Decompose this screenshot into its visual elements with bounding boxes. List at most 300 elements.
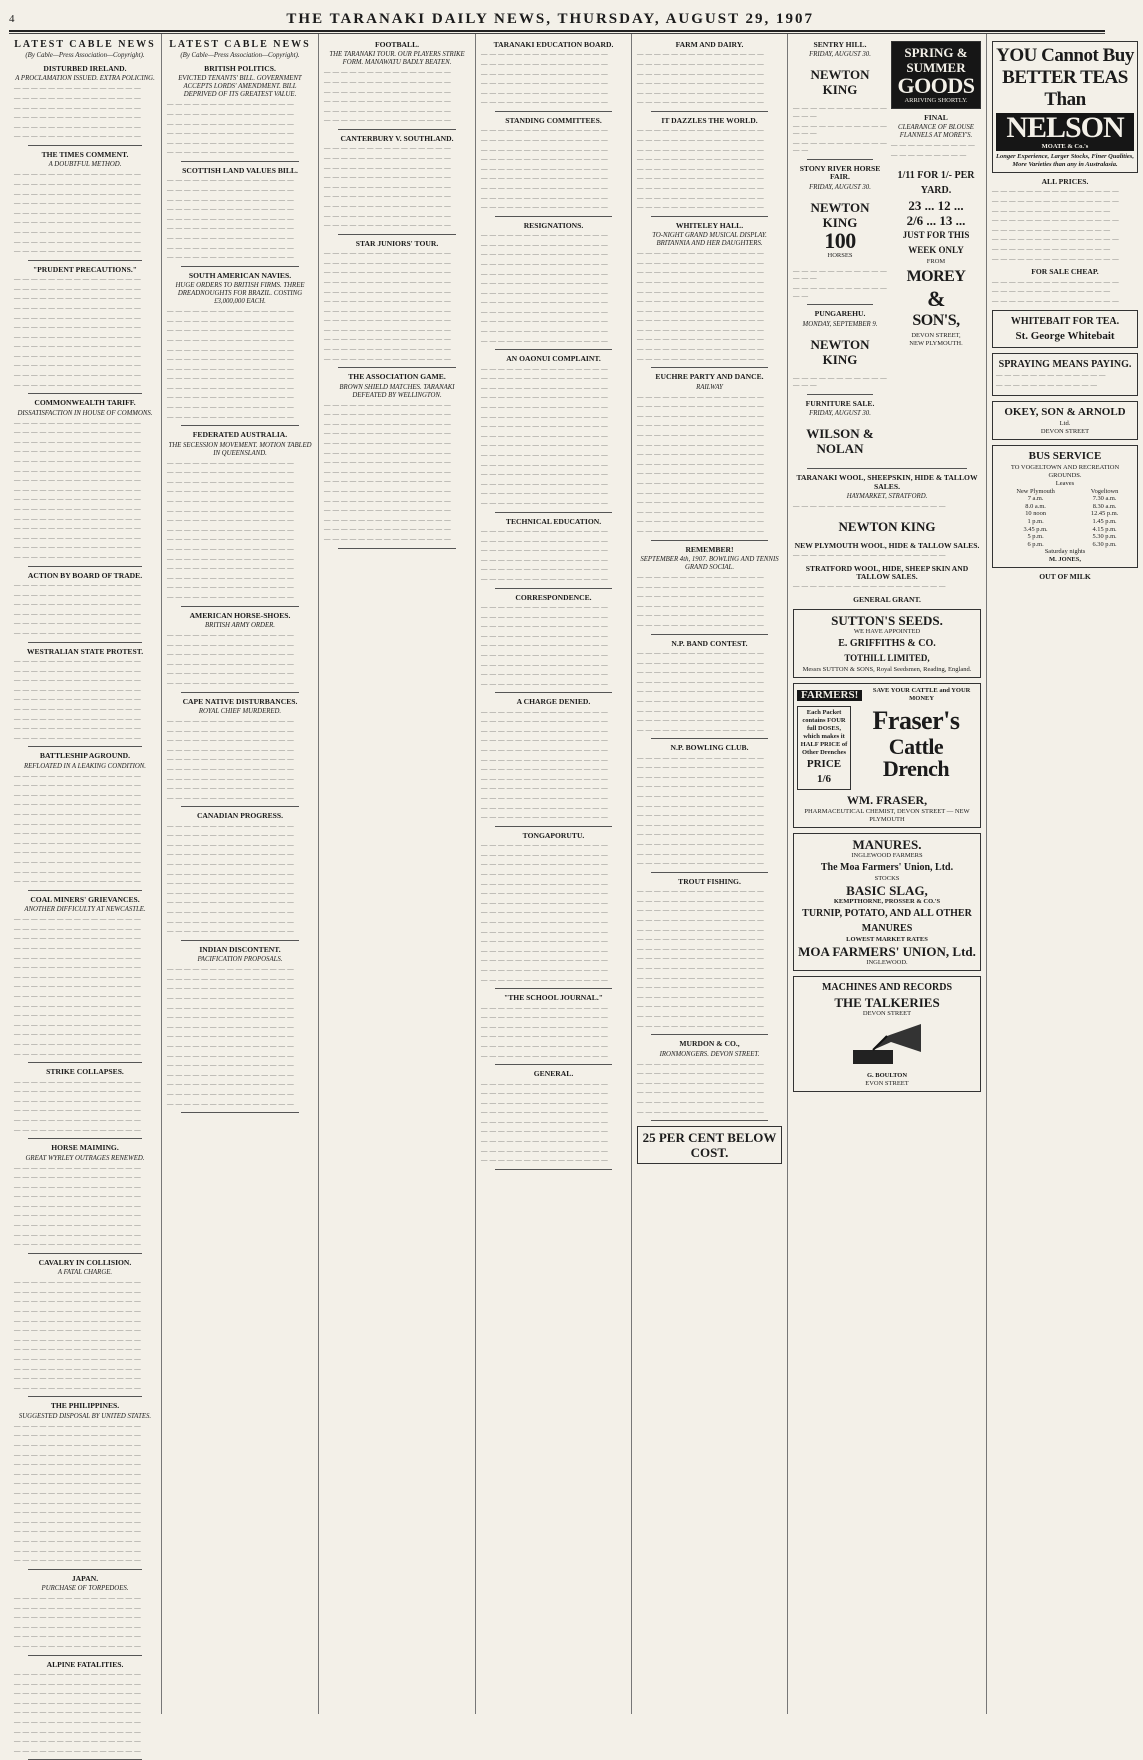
- article-body-line: — — — — — — — — — — — — — — —: [637, 917, 764, 924]
- article-body-line: — — — — — — — — — — — — — — —: [14, 1489, 141, 1497]
- article-body-line: — — — — — — — — — — — — — — —: [167, 1042, 294, 1050]
- section-header: LATEST CABLE NEWS: [14, 39, 156, 50]
- article-body-line: — — — — — — — — — — — — — — —: [14, 686, 141, 694]
- okey-son-arnold-ad: OKEY, SON & ARNOLD Ltd. DEVON STREET: [992, 401, 1138, 440]
- article-body-line: — — — — — — — — — — — — — — —: [14, 791, 141, 799]
- article-body-line: — — — — — — — — — — — — — — —: [14, 1747, 141, 1755]
- article-body-line: — — — — — — — — — — — — — — —: [637, 974, 764, 982]
- article-body-line: — — — — — — — — — — — — — — —: [481, 423, 608, 431]
- article-body-line: — — — — — — — — — — — — — — —: [481, 861, 608, 869]
- article-body-line: — — — — — — — — — — — — — — —: [481, 1147, 608, 1155]
- article-body-line: — — — — — — — — — — — — — — —: [14, 935, 141, 943]
- article-body-line: — — — — — — — — — — — — — — —: [14, 190, 141, 198]
- article-body-line: — — — — — — — — — — — — — — —: [167, 1052, 294, 1060]
- article-body-line: — — — — — — — — — — — — — — —: [167, 746, 294, 754]
- article-body-line: — — — — — — — — — — — — — — —: [637, 393, 764, 401]
- article-body-line: — — — — — — — — — — — — — — —: [324, 88, 451, 96]
- article-headline: TROUT FISHING.: [678, 876, 741, 886]
- article-body-line: — — — — — — — — — — — — — — —: [481, 471, 608, 479]
- article-subhead: PURCHASE OF TORPEDOES.: [41, 1585, 129, 1593]
- article-body-line: — — — — — — — — — — — — — — —: [14, 438, 141, 446]
- article-body-line: — — — — — — — — — — — — — — —: [167, 254, 294, 262]
- article-body-line: — — — — — — — — — — — — — — —: [14, 1422, 141, 1430]
- article-body-line: — — — — — — — — — — — — — — —: [14, 1384, 141, 1392]
- article-body-line: — — — — — — — — — — — — — — —: [167, 356, 294, 364]
- article-body-line: — — — — — — — — — — — — — — —: [167, 327, 294, 335]
- article-body-line: — — — — — — — — — — — — — — —: [637, 269, 764, 277]
- bus-time: 6 p.m.: [1027, 540, 1044, 548]
- article-body-line: — — — — — — — — — — — — — — —: [167, 478, 294, 486]
- article-body-line: — — — — — — — — — — — — — — —: [14, 620, 141, 628]
- article-body-line: — — — — — — — — — — — — — — —: [324, 336, 451, 344]
- article-body-line: — — — — — — — — — — — — — — —: [481, 232, 608, 240]
- article-body-line: — — — — — — — — — — — — — — —: [14, 1164, 141, 1172]
- price-line: 23 ... 12 ...: [908, 197, 964, 213]
- article-headline: MURDON & CO.,: [679, 1039, 740, 1049]
- article-body-line: — — — — — — — — — — — — — — —: [14, 219, 141, 227]
- article-body-line: — — — — — — — — — — — — — — —: [481, 651, 608, 659]
- article-body-line: — — — — — — — — — — — — — — —: [14, 734, 141, 742]
- article-body-line: — — — — — — — — — — — — — — —: [637, 412, 764, 420]
- column-teas-ads: YOU Cannot Buy BETTER TEAS Than NELSON MOATE & Co.'s Longer Experience, Larger Stocks, Finer Qualities, More Varieties than any in Australasia. ALL PRICES. — — — — — — — — — — — — — — — — — — — — — — — — — — — — — — — — — — — — — — — — — — — — — — — — — — — — — — — — — — — — — — — — — — — — — — — — — — — — — — — — — — — — — — — — — — — — — — — — — — — — — — — — — — — — — — — — — — — — — FOR SALE CHEAP. — — — — — — — — — — — — — — — — — — — — — — — — — — — — — — — — — — — — — — — — — — — — WHITEBAIT FOR TEA. St. George Whitebait SPRAYING MEANS PAYING. — — — — — — — — — — — — — — — — — — — — — — — — — OKEY, SON & ARNOLD Ltd. DEVON STREET BUS SERVICE TO VOGELTOWN AND RECREATION GROUNDS. Leaves New Plymouth Vogeltown 7 a.m. 7.30 a.m. 8.0 a.m. 8.30 a.m. 10 noon 12.45 p.m. 1 p.m. 1.45 p.m. 3.45 p.m. 4.15 p.m. 5 p.m. 5.30 p.m. 6 p.m. 6.30 p.m. Saturday nights M. JONES, OUT OF MILK: [987, 34, 1143, 1714]
- article-body-line: — — — — — — — — — — — — — — —: [637, 1079, 764, 1087]
- article-body-line: — — — — — — — — — — — — — — —: [167, 975, 294, 983]
- article-body-line: — — — — — — — — — — — — — — —: [324, 107, 451, 115]
- article-body-line: — — — — — — — — — — — — — — —: [324, 212, 451, 220]
- article-headline: N.P. BOWLING CLUB.: [670, 743, 749, 753]
- article-body-line: — — — — — — — — — — — — — — —: [14, 1499, 141, 1507]
- bus-time: 7.30 a.m.: [1092, 495, 1117, 503]
- article-body-line: — — — — — — — — — — — — — — —: [14, 868, 141, 876]
- article-body-line: — — — — — — — — — — — — — — —: [481, 404, 608, 412]
- article-body-line: — — — — — — — — — — — — — — —: [167, 336, 294, 344]
- article-body-line: — — — — — — — — — — — — — — —: [481, 747, 608, 755]
- article-body-line: — — — — — — — — — — — — — — —: [14, 1480, 141, 1488]
- article-subhead: DISSATISFACTION IN HOUSE OF COMMONS.: [17, 409, 153, 417]
- from-label: FROM: [926, 257, 946, 265]
- article-body-line: — — — — — — — — — — — — — — —: [637, 489, 764, 497]
- article-body-line: — — — — — — — — — — — — — — —: [481, 260, 608, 268]
- article-body-line: — — — — — — — — — — — — — — —: [637, 888, 764, 896]
- stony-river-auctioneer: NEWTON KING: [810, 199, 870, 230]
- morey-amp: &: [927, 285, 945, 311]
- article-body-line: — — — — — — — — — — — — — — —: [637, 80, 764, 88]
- article-body-line: — — — — — — — — — — — — — — —: [481, 775, 608, 783]
- article-body-line: — — — — — — — — — — — — — — —: [14, 333, 141, 341]
- wool-sales-heading: NEW PLYMOUTH WOOL, HIDE & TALLOW SALES.: [794, 540, 980, 550]
- article-body-line: — — — — — — — — — — — — — — —: [637, 259, 764, 267]
- article-headline: THE TIMES COMMENT.: [41, 149, 129, 159]
- article-body-line: — — — — — — — — — — — — — — —: [14, 811, 141, 819]
- article-body-line: — — — — — — — — — — — — — — —: [14, 591, 141, 599]
- article-body-line: — — — — — — — — — — — — — — —: [637, 527, 764, 535]
- article-body-line: — — — — — — — — — — — — — — —: [14, 467, 141, 475]
- article-body-line: — — — — — — — — — — — — — — —: [167, 308, 294, 316]
- article-body-line: — — — — — — — — — — — — — — —: [481, 375, 608, 383]
- article-body-line: — — — — — — — — — — — — — — —: [481, 480, 608, 488]
- article-body-line: — — — — — — — — — — — — — — —: [14, 1116, 141, 1124]
- article-body-line: — — — — — — — — — — — — — — —: [167, 737, 294, 745]
- trout-price-ad: 25 PER CENT BELOW COST.: [637, 1126, 782, 1164]
- article-body-line: — — — — — — — — — — — — — — —: [167, 717, 294, 725]
- article-body-line: — — — — — — — — — — — — — — —: [14, 295, 141, 303]
- article-body-line: — — — — — — — — — — — — — — —: [167, 526, 294, 534]
- article-body-line: — — — — — — — — — — — — — — —: [14, 228, 141, 236]
- article-body-line: — — — — — — — — — — — — — — —: [637, 288, 764, 296]
- bus-time-row: [996, 533, 1134, 541]
- article-body-line: — — — — — — — — — — — — — — —: [637, 812, 764, 820]
- article-body-line: — — — — — — — — — — — — — — —: [14, 324, 141, 332]
- article-headline: TONGAPORUTU.: [522, 830, 585, 840]
- byline: (By Cable—Press Association—Copyright).: [180, 52, 300, 59]
- article-body-line: — — — — — — — — — — — — — — —: [481, 156, 608, 164]
- newspaper-page: [9, 8, 1134, 1755]
- article-body-line: — — — — — — — — — — — — — — —: [324, 535, 451, 543]
- article-body-line: — — — — — — — — — — — — — — —: [167, 1014, 294, 1022]
- article-subhead: BROWN SHIELD MATCHES. TARANAKI DEFEATED BY WELLINGTON.: [339, 383, 455, 399]
- article-body-line: — — — — — — — — — — — — — — —: [14, 1222, 141, 1230]
- article-body-line: — — — — — — — — — — — — — — —: [14, 772, 141, 780]
- article-body-line: — — — — — — — — — — — — — — —: [14, 1690, 141, 1698]
- article-headline: TARANAKI EDUCATION BOARD.: [493, 40, 614, 49]
- bus-time: 8.0 a.m.: [1025, 502, 1046, 510]
- article-body-line: — — — — — — — — — — — — — — —: [324, 317, 451, 325]
- nelson-moate-tea-ad: YOU Cannot Buy BETTER TEAS Than NELSON MOATE & Co.'s Longer Experience, Larger Stocks, Finer Qualities, More Varieties than any in Australasia.: [992, 41, 1138, 173]
- article-body-line: — — — — — — — — — — — — — — —: [637, 184, 764, 192]
- article-body-line: — — — — — — — — — — — — — — —: [167, 756, 294, 764]
- article-body-line: — — — — — — — — — — — — — — —: [324, 164, 451, 172]
- article-body-line: — — — — — — — — — — — — — — —: [167, 384, 294, 392]
- article-body-line: — — — — — — — — — — — — — — —: [14, 916, 141, 924]
- article-body-line: — — — — — — — — — — — — — — —: [167, 149, 294, 157]
- article-headline: REMEMBER!: [685, 544, 734, 554]
- article-body-line: — — — — — — — — — — — — — — —: [324, 250, 451, 258]
- article-body-line: — — — — — — — — — — — — — — —: [167, 404, 294, 412]
- article-subhead: HUGE ORDERS TO BRITISH FIRMS. THREE DREADNOUGHTS FOR BRAZIL. COSTING £3,000,000 EACH.: [175, 282, 305, 306]
- article-body-line: — — — — — — — — — — — — — — —: [14, 964, 141, 972]
- whitebait-ad: WHITEBAIT FOR TEA. St. George Whitebait: [992, 310, 1138, 348]
- article-body-line: — — — — — — — — — — — — — — —: [637, 659, 764, 667]
- article-body-line: — — — — — — — — — — — — — — —: [481, 241, 608, 249]
- article-body-line: — — — — — — — — — — — — — — —: [481, 61, 608, 68]
- article-body-line: — — — — — — — — — — — — — — —: [637, 945, 764, 953]
- article-headline: IT DAZZLES THE WORLD.: [661, 115, 758, 125]
- article-body-line: — — — — — — — — — — — — — — —: [14, 839, 141, 847]
- article-body-line: — — — — — — — — — — — — — — —: [637, 518, 764, 526]
- article-body-line: — — — — — — — — — — — — — — —: [637, 61, 764, 68]
- article-body-line: — — — — — — — — — — — — — — —: [481, 547, 608, 555]
- article-headline: WHITELEY HALL.: [675, 220, 744, 230]
- article-body-line: — — — — — — — — — — — — — — —: [14, 715, 141, 723]
- article-body-line: — — — — — — — — — — — — — — —: [481, 556, 608, 564]
- article-body-line: — — — — — — — — — — — — — — —: [637, 621, 764, 629]
- article-body-line: — — — — — — — — — — — — — — —: [481, 566, 608, 574]
- article-body-line: — — — — — — — — — — — — — — —: [637, 317, 764, 325]
- article-body-line: — — — — — — — — — — — — — — —: [481, 766, 608, 774]
- article-body-line: — — — — — — — — — — — — — — —: [481, 251, 608, 259]
- article-body-line: — — — — — — — — — — — — — — —: [14, 1623, 141, 1631]
- article-body-line: — — — — — — — — — — — — — — —: [167, 546, 294, 553]
- bus-time: 8.30 a.m.: [1092, 502, 1117, 510]
- article-body-line: — — — — — — — — — — — — — — —: [14, 1375, 141, 1383]
- article-body-line: — — — — — — — — — — — — — — —: [14, 983, 141, 991]
- article-body-line: — — — — — — — — — — — — — — —: [481, 623, 608, 631]
- manures-ad: MANURES. INGLEWOOD FARMERS The Moa Farmers' Union, Ltd. STOCKS BASIC SLAG, KEMPTHORNE, PROSSER & CO.'S TURNIP, POTATO, AND ALL OTHER MANURES LOWEST MARKET RATES MOA FARMERS' UNION, Ltd. INGLEWOOD.: [793, 833, 981, 971]
- general-grant-heading: GENERAL GRANT.: [853, 594, 921, 604]
- article-body-line: — — — — — — — — — — — — — — —: [481, 337, 608, 345]
- article-body-line: — — — — — — — — — — — — — — —: [637, 1060, 764, 1068]
- article-body-line: — — — — — — — — — — — — — — —: [481, 80, 608, 88]
- article-body-line: — — — — — — — — — — — — — — —: [14, 677, 141, 685]
- article-body-line: — — — — — — — — — — — — — — —: [481, 432, 608, 440]
- article-body-line: — — — — — — — — — — — — — — —: [324, 478, 451, 486]
- article-body-line: — — — — — — — — — — — — — — —: [481, 1004, 608, 1012]
- article-body-line: — — — — — — — — — — — — — — —: [167, 985, 294, 993]
- article-subhead: EVICTED TENANTS' BILL. GOVERNMENT ACCEPTS LORDS' AMENDMENT. BILL DEPRIVED OF ITS GREATEST VALUE.: [178, 75, 302, 99]
- article-body-line: — — — — — — — — — — — — — — —: [481, 603, 608, 611]
- article-body-line: — — — — — — — — — — — — — — —: [167, 1081, 294, 1089]
- article-body-line: — — — — — — — — — — — — — — —: [167, 101, 294, 109]
- article-body-line: — — — — — — — — — — — — — — —: [167, 488, 294, 496]
- article-body-line: — — — — — — — — — — — — — — —: [481, 328, 608, 336]
- article-body-line: — — — — — — — — — — — — — — —: [637, 278, 764, 286]
- article-body-line: — — — — — — — — — — — — — — —: [637, 649, 764, 657]
- article-headline: INDIAN DISCONTENT.: [199, 944, 281, 954]
- article-body-line: — — — — — — — — — — — — — — —: [481, 537, 608, 545]
- article-body-line: — — — — — — — — — — — — — — —: [167, 394, 294, 402]
- article-body-line: — — — — — — — — — — — — — — —: [167, 1100, 294, 1108]
- article-body-line: — — — — — — — — — — — — — — —: [167, 832, 294, 840]
- article-body-line: — — — — — — — — — — — — — — —: [481, 99, 608, 107]
- article-body-line: — — — — — — — — — — — — — — —: [14, 525, 141, 533]
- article-body-line: — — — — — — — — — — — — — — —: [637, 1098, 764, 1106]
- article-headline: CAPE NATIVE DISTURBANCES.: [182, 696, 298, 706]
- article-body-line: — — — — — — — — — — — — — — —: [324, 497, 451, 505]
- article-body-line: — — — — — — — — — — — — — — —: [324, 430, 451, 438]
- article-headline: BRITISH POLITICS.: [204, 64, 276, 73]
- article-body-line: — — — — — — — — — — — — — — —: [14, 859, 141, 867]
- article-body-line: — — — — — — — — — — — — — — —: [637, 136, 764, 144]
- article-body-line: — — — — — — — — — — — — — — —: [637, 99, 764, 107]
- article-body-line: — — — — — — — — — — — — — — —: [324, 411, 451, 419]
- article-body-line: — — — — — — — — — — — — — — —: [14, 515, 141, 523]
- article-body-line: — — — — — — — — — — — — — — —: [14, 1528, 141, 1536]
- article-headline: CORRESPONDENCE.: [515, 592, 592, 602]
- bus-time: 5.30 p.m.: [1092, 533, 1117, 541]
- article-body-line: — — — — — — — — — — — — — — —: [14, 925, 141, 933]
- bus-time-row: [996, 541, 1134, 549]
- masthead: [9, 8, 1105, 32]
- article-body-line: — — — — — — — — — — — — — — —: [14, 1451, 141, 1459]
- article-body-line: — — — — — — — — — — — — — — —: [14, 314, 141, 322]
- article-body-line: — — — — — — — — — — — — — — —: [637, 602, 764, 610]
- gramophone-icon: [847, 1022, 927, 1068]
- article-body-line: — — — — — — — — — — — — — — —: [14, 801, 141, 809]
- article-body-line: — — — — — — — — — — — — — — —: [14, 657, 141, 665]
- article-body-line: — — — — — — — — — — — — — — —: [481, 1042, 608, 1050]
- column-education-board: [476, 34, 632, 1714]
- article-body-line: — — — — — — — — — — — — — — —: [14, 1231, 141, 1239]
- morey-sons: SON'S,: [912, 311, 960, 329]
- article-body-line: — — — — — — — — — — — — — — —: [14, 973, 141, 981]
- article-body-line: — — — — — — — — — — — — — — —: [481, 1033, 608, 1041]
- article-headline: FEDERATED AUSTRALIA.: [192, 430, 288, 440]
- column-farm-dairy: [632, 34, 788, 1714]
- article-body-line: — — — — — — — — — — — — — — —: [637, 802, 764, 810]
- article-body-line: — — — — — — — — — — — — — — —: [637, 764, 764, 772]
- article-body-line: — — — — — — — — — — — — — — —: [481, 452, 608, 459]
- article-body-line: — — — — — — — — — — — — — — —: [637, 346, 764, 354]
- article-body-line: — — — — — — — — — — — — — — —: [324, 79, 451, 86]
- article-body-line: — — — — — — — — — — — — — — —: [167, 234, 294, 242]
- article-headline: JAPAN.: [71, 1573, 99, 1583]
- article-body-line: — — — — — — — — — — — — — — —: [481, 461, 608, 469]
- article-body-line: — — — — — — — — — — — — — — —: [14, 1288, 141, 1296]
- article-body-line: — — — — — — — — — — — — — — —: [14, 1126, 141, 1134]
- article-headline: CANTERBURY V. SOUTHLAND.: [340, 133, 454, 143]
- article-body-line: — — — — — — — — — — — — — — —: [14, 114, 141, 122]
- article-body-line: — — — — — — — — — — — — — — —: [14, 696, 141, 704]
- article-body-line: — — — — — — — — — — — — — — —: [14, 276, 141, 284]
- article-body-line: — — — — — — — — — — — — — — —: [324, 202, 451, 210]
- article-body-line: — — — — — — — — — — — — — — —: [481, 947, 608, 955]
- article-headline: THE PHILIPPINES.: [50, 1401, 120, 1411]
- article-body-line: — — — — — — — — — — — — — — —: [637, 821, 764, 829]
- morey-name: MOREY: [906, 267, 966, 285]
- article-body-line: — — — — — — — — — — — — — — —: [167, 966, 294, 974]
- article-body-line: — — — — — — — — — — — — — — —: [14, 1346, 141, 1354]
- article-body-line: — — — — — — — — — — — — — — —: [167, 130, 294, 138]
- article-subhead: ANOTHER DIFFICULTY AT NEWCASTLE.: [24, 906, 146, 914]
- article-body-line: — — — — — — — — — — — — — — —: [167, 507, 294, 515]
- article-body-line: — — — — — — — — — — — — — — —: [324, 154, 451, 162]
- article-body-line: — — — — — — — — — — — — — — —: [167, 555, 294, 563]
- article-body-line: — — — — — — — — — — — — — — —: [481, 795, 608, 803]
- article-body-line: — — — — — — — — — — — — — — —: [481, 365, 608, 373]
- article-body-line: — — — — — — — — — — — — — — —: [14, 1012, 141, 1020]
- article-body-line: — — — — — — — — — — — — — — —: [324, 259, 451, 267]
- article-body-line: — — — — — — — — — — — — — — —: [637, 470, 764, 478]
- article-body-line: — — — — — — — — — — — — — — —: [637, 984, 764, 992]
- article-body-line: — — — — — — — — — — — — — — —: [481, 413, 608, 421]
- article-headline: WESTRALIAN STATE PROTEST.: [26, 646, 144, 656]
- article-body-line: — — — — — — — — — — — — — — —: [637, 1089, 764, 1097]
- article-body-line: — — — — — — — — — — — — — — —: [14, 1614, 141, 1622]
- article-body-line: — — — — — — — — — — — — — — —: [14, 725, 141, 733]
- article-body-line: — — — — — — — — — — — — — — —: [167, 794, 294, 802]
- article-body-line: — — — — — — — — — — — — — — —: [14, 992, 141, 1000]
- article-body-line: — — — — — — — — — — — — — — —: [167, 1023, 294, 1031]
- article-body-line: — — — — — — — — — — — — — — —: [637, 688, 764, 696]
- article-body-line: — — — — — — — — — — — — — — —: [167, 660, 294, 668]
- article-body-line: — — — — — — — — — — — — — — —: [14, 1202, 141, 1210]
- article-body-line: — — — — — — — — — — — — — — —: [14, 878, 141, 886]
- article-body-line: — — — — — — — — — — — — — — —: [167, 1033, 294, 1041]
- talkeries-ad: MACHINES AND RECORDS THE TALKERIES DEVON STREET G. BOULTON EVON STREET: [793, 976, 981, 1092]
- article-body-line: — — — — — — — — — — — — — — —: [167, 1004, 294, 1012]
- article-body-line: — — — — — — — — — — — — — — —: [481, 442, 608, 450]
- article-body-line: — — — — — — — — — — — — — — —: [481, 842, 608, 850]
- bus-time: 1 p.m.: [1027, 517, 1044, 525]
- article-body-line: — — — — — — — — — — — — — — —: [14, 372, 141, 380]
- article-body-line: — — — — — — — — — — — — — — —: [14, 1518, 141, 1526]
- morey-street: DEVON STREET,: [911, 331, 961, 339]
- article-headline: DISTURBED IRELAND.: [43, 64, 127, 73]
- article-body-line: — — — — — — — — — — — — — — —: [481, 899, 608, 907]
- article-body-line: — — — — — — — — — — — — — — —: [481, 871, 608, 878]
- article-body-line: — — — — — — — — — — — — — — —: [481, 1023, 608, 1031]
- article-body-line: — — — — — — — — — — — — — — —: [14, 429, 141, 437]
- article-body-line: — — — — — — — — — — — — — — —: [324, 468, 451, 476]
- article-body-line: — — — — — — — — — — — — — — —: [637, 51, 764, 59]
- article-body-line: — — — — — — — — — — — — — — —: [637, 841, 764, 849]
- article-body-line: — — — — — — — — — — — — — — —: [14, 1193, 141, 1201]
- article-body-line: — — — — — — — — — — — — — — —: [637, 773, 764, 781]
- article-body-line: — — — — — — — — — — — — — — —: [481, 204, 608, 212]
- column-advertisements: SENTRY HILL. FRIDAY, AUGUST 30. NEWTON KING — — — — — — — — — — — — — — — — — — — — — — — — — — — — — — — — — — — — — — — — — STONY RIVER HORSE FAIR. FRIDAY, AUGUST 30. NEWTON KING 100 HORSES — — — — — — — — — — — — — — — — — — — — — — — — — — — PUNGAREHU. MONDAY, SEPTEMBER 9. NEWTON KING — — — — — — — — — — — — — — FURNITURE SALE. FRIDAY, AUGUST 30. WILSON & NOLAN SPRING & SUMMER GOODS ARRIVING SHORTLY. FINAL CLEARANCE OF BLOUSE FLANNELS AT MOREY'S. — — — — — — — — — — — — — — — — — — — 1/11 FOR 1/- PER YARD. 23 ... 12 ... 2/6 ... 13 ... JUST FOR THIS WEEK ONLY FROM MOREY & SON'S, DEVON STREET, NEW PLYMOUTH. TARANAKI WOOL, SHEEPSKIN, HIDE & TALLOW SALES. HAYMARKET, STRATFORD. — — — — — — — — — — — — — — — — — — NEWTON KING NEW PLYMOUTH WOOL, HIDE & TALLOW SALES. — — — — — — — — — — — — — — — — — — STRATFORD WOOL, HIDE, SHEEP SKIN AND TALLOW SALES. — — — — — — — — — — — — — — — — — — GENERAL GRANT. SUTTON'S SEEDS. WE HAVE APPOINTED E. GRIFFITHS & CO. TOTHILL LIMITED, Messrs SUTTON & SONS, Royal Seedsmen, Reading, England. FARMERS! SAVE YOUR CATTLE and YOUR MONEY Each Packet contains FOUR full DOSES, which makes it HALF PRICE of Other Drenches PRICE 1/6 Fraser's Cattle Drench WM. FRASER, PHARMACEUTICAL CHEMIST, DEVON STREET — NEW PLYMOUTH MANURES. INGLEWOOD FARMERS The Moa Farmers' Union, Ltd. STOCKS BASIC SLAG, KEMPTHORNE, PROSSER & CO.'S TURNIP, POTATO, AND ALL OTHER MANURES LOWEST MARKET RATES MOA FARMERS' UNION, Ltd. INGLEWOOD. MACHINES AND RECORDS THE TALKERIES DEVON STREET G. BOULTON EVON STREET: [788, 34, 987, 1714]
- article-body-line: — — — — — — — — — — — — — — —: [481, 527, 608, 535]
- article-body-line: — — — — — — — — — — — — — — —: [167, 196, 294, 204]
- article-body-line: — — — — — — — — — — — — — — —: [637, 204, 764, 212]
- article-body-line: — — — — — — — — — — — — — — —: [14, 544, 141, 552]
- bus-time-row: [996, 503, 1134, 511]
- bus-time: 1.45 p.m.: [1092, 517, 1117, 525]
- article-headline: SCOTTISH LAND VALUES BILL.: [182, 165, 298, 175]
- article-body-line: — — — — — — — — — — — — — — —: [481, 680, 608, 688]
- article-body-line: — — — — — — — — — — — — — — —: [167, 459, 294, 467]
- article-body-line: — — — — — — — — — — — — — — —: [14, 534, 141, 542]
- article-body-line: — — — — — — — — — — — — — — —: [14, 1709, 141, 1717]
- article-body-line: — — — — — — — — — — — — — — —: [481, 880, 608, 888]
- article-body-line: — — — — — — — — — — — — — — —: [14, 133, 141, 141]
- article-body-line: — — — — — — — — — — — — — — —: [324, 117, 451, 125]
- article-body-line: — — — — — — — — — — — — — — —: [637, 422, 764, 430]
- article-body-line: — — — — — — — — — — — — — — —: [14, 1183, 141, 1191]
- horse-label: HORSES: [827, 251, 853, 259]
- article-body-line: — — — — — — — — — — — — — — —: [637, 936, 764, 944]
- article-body-line: — — — — — — — — — — — — — — —: [637, 793, 764, 801]
- article-body-line: — — — — — — — — — — — — — — —: [637, 250, 764, 258]
- article-body-line: — — — — — — — — — — — — — — —: [637, 307, 764, 315]
- article-body-line: — — — — — — — — — — — — — — —: [14, 1097, 141, 1105]
- sheepskin-sales-heading: TARANAKI WOOL, SHEEPSKIN, HIDE & TALLOW SALES.: [796, 473, 978, 491]
- article-body-line: — — — — — — — — — — — — — — —: [637, 165, 764, 173]
- furniture-sale-heading: FURNITURE SALE.: [805, 398, 875, 408]
- spring-summer-ad: SPRING & SUMMER GOODS ARRIVING SHORTLY.: [891, 41, 981, 109]
- article-body-line: — — — — — — — — — — — — — — —: [167, 870, 294, 878]
- article-body-line: — — — — — — — — — — — — — — —: [14, 1738, 141, 1746]
- article-body-line: — — — — — — — — — — — — — — —: [14, 1604, 141, 1612]
- article-body-line: — — — — — — — — — — — — — — —: [167, 346, 294, 354]
- article-body-line: — — — — — — — — — — — — — — —: [14, 601, 141, 609]
- pungarehu-date: MONDAY, SEPTEMBER 9.: [802, 320, 878, 328]
- article-body-line: — — — — — — — — — — — — — — —: [167, 775, 294, 783]
- article-headline: TECHNICAL EDUCATION.: [505, 516, 602, 526]
- article-body-line: — — — — — — — — — — — — — — —: [167, 785, 294, 793]
- article-body-line: — — — — — — — — — — — — — — —: [14, 705, 141, 713]
- article-body-line: — — — — — — — — — — — — — — —: [637, 451, 764, 459]
- article-body-line: — — — — — — — — — — — — — — —: [481, 814, 608, 822]
- final-clearance-sub: CLEARANCE OF BLOUSE FLANNELS AT MOREY'S.: [898, 124, 974, 140]
- article-body-line: — — — — — — — — — — — — — — —: [637, 499, 764, 507]
- article-body-line: — — — — — — — — — — — — — — —: [14, 945, 141, 952]
- sentry-hill-date: FRIDAY, AUGUST 30.: [809, 51, 871, 59]
- article-body-line: — — — — — — — — — — — — — — —: [637, 146, 764, 154]
- article-body-line: — — — — — — — — — — — — — — —: [481, 804, 608, 812]
- stratford-wool-heading: STRATFORD WOOL, HIDE, SHEEP SKIN AND TALLOW SALES.: [805, 563, 969, 581]
- article-subhead: THE TARANAKI TOUR. OUR PLAYERS STRIKE FORM. MANAWATU BADLY BEATEN.: [329, 51, 465, 67]
- article-body-line: — — — — — — — — — — — — — — —: [637, 403, 764, 411]
